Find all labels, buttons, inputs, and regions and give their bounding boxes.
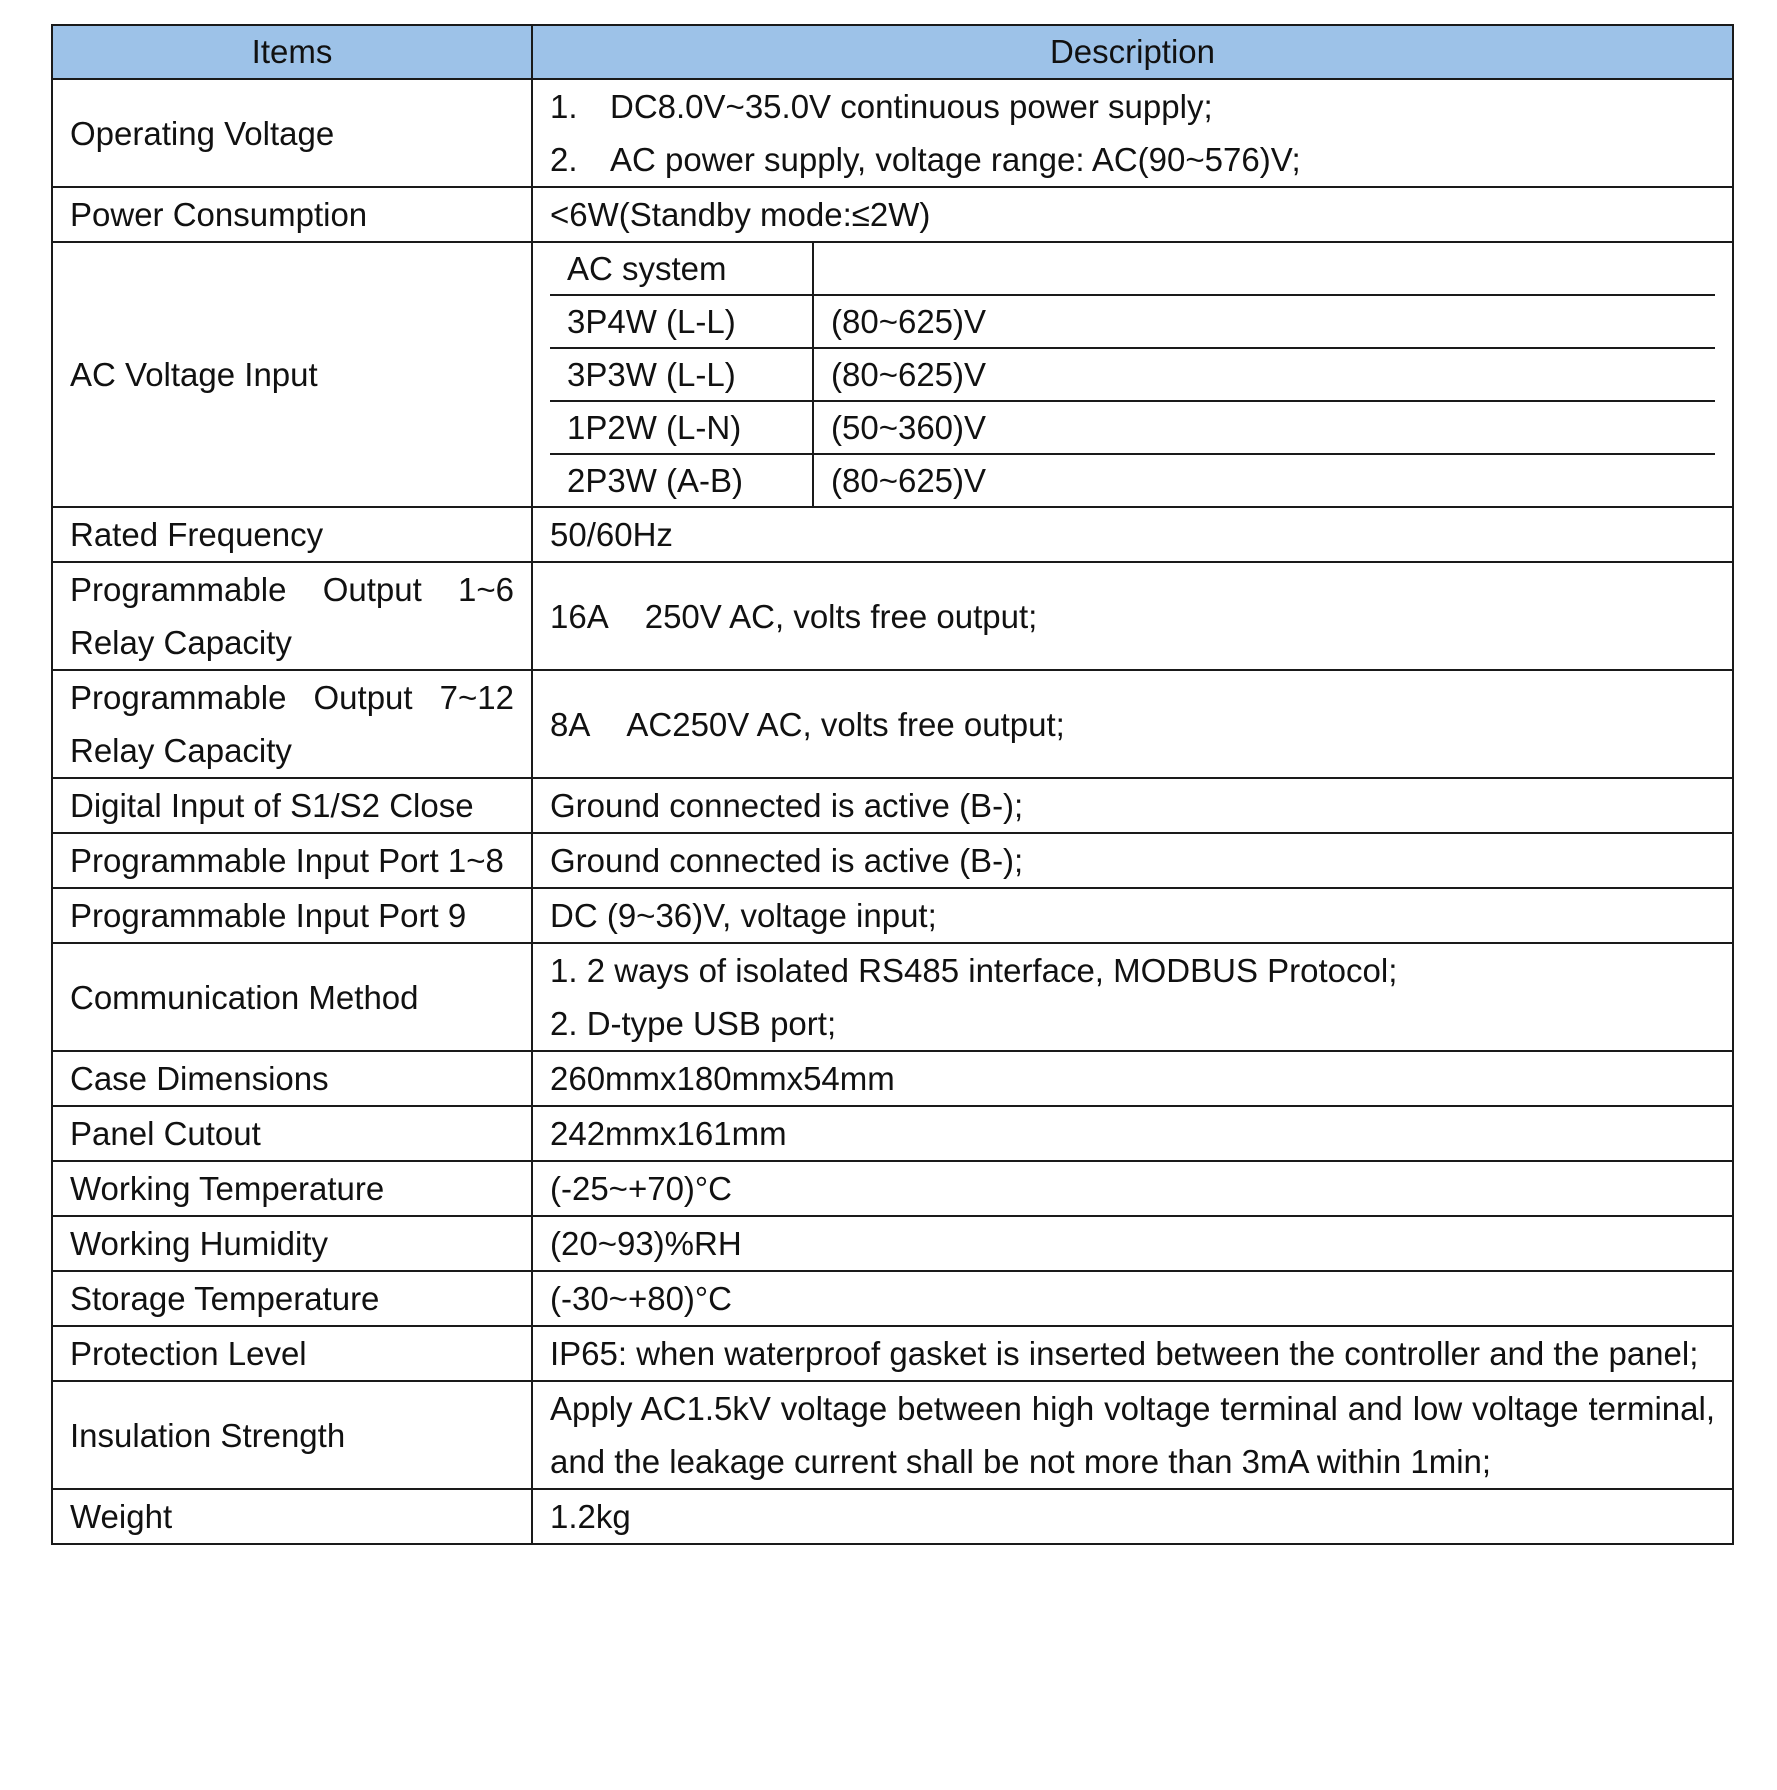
description-cell: Ground connected is active (B-); [532, 833, 1733, 888]
table-row [52, 1381, 1733, 1489]
table-row [52, 1161, 1733, 1216]
table-row [52, 888, 1733, 943]
description-line: 1. 2 ways of isolated RS485 interface, MODBUS Protocol; [550, 952, 1398, 989]
item-cell: Programmable Input Port 9 [52, 888, 532, 943]
item-cell: Case Dimensions [52, 1051, 532, 1106]
description-cell: Apply AC1.5kV voltage between high voltage terminal and low voltage terminal, and the leakage current shall be not more than 3mA within 1min; [532, 1381, 1733, 1489]
item-cell: AC Voltage Input [52, 242, 532, 507]
table-row [52, 1216, 1733, 1271]
description-line [550, 80, 1715, 133]
table-row [52, 833, 1733, 888]
description-line [550, 133, 1715, 186]
table-row [52, 1326, 1733, 1381]
ac-system-type: 1P2W (L-N) [550, 401, 813, 454]
ac-system-type: 3P3W (L-L) [550, 348, 813, 401]
item-cell: Programmable Output 7~12 Relay Capacity [52, 670, 532, 778]
line-text: AC power supply, voltage range: AC(90~576)V; [610, 141, 1301, 178]
item-cell: Protection Level [52, 1326, 532, 1381]
line-number: 1. [550, 88, 578, 125]
relay-current: 16A [550, 597, 609, 635]
ac-system-header-value [813, 243, 1715, 295]
line-number: 2. [550, 141, 578, 178]
ac-system-range: (80~625)V [813, 454, 1715, 506]
relay-description: AC250V AC, volts free output; [626, 705, 1065, 743]
subtable-row [550, 243, 1715, 295]
line-text: DC8.0V~35.0V continuous power supply; [610, 88, 1213, 125]
ac-system-range: (50~360)V [813, 401, 1715, 454]
description-cell: <6W(Standby mode:≤2W) [532, 187, 1733, 242]
subtable-row [550, 401, 1715, 454]
item-cell: Rated Frequency [52, 507, 532, 562]
column-header-items: Items [52, 25, 532, 79]
subtable-row [550, 295, 1715, 348]
description-cell: (-25~+70)°C [532, 1161, 1733, 1216]
description-cell [532, 562, 1733, 670]
ac-system-subtable-cell [532, 242, 1733, 507]
ac-system-range: (80~625)V [813, 348, 1715, 401]
ac-system-range: (80~625)V [813, 295, 1715, 348]
column-header-description: Description [532, 25, 1733, 79]
description-cell [532, 943, 1733, 1051]
ac-system-header: AC system [550, 243, 813, 295]
item-cell: Communication Method [52, 943, 532, 1051]
table-row [52, 1489, 1733, 1544]
description-line: 2. D-type USB port; [550, 1005, 837, 1042]
item-cell: Digital Input of S1/S2 Close [52, 778, 532, 833]
item-cell: Power Consumption [52, 187, 532, 242]
item-cell: Storage Temperature [52, 1271, 532, 1326]
spec-sheet [51, 24, 1734, 1545]
description-cell: Ground connected is active (B-); [532, 778, 1733, 833]
description-cell [532, 670, 1733, 778]
specification-table [51, 24, 1734, 1545]
description-cell: 242mmx161mm [532, 1106, 1733, 1161]
table-row [52, 562, 1733, 670]
item-cell: Insulation Strength [52, 1381, 532, 1489]
description-cell: 260mmx180mmx54mm [532, 1051, 1733, 1106]
description-cell: (20~93)%RH [532, 1216, 1733, 1271]
description-cell: IP65: when waterproof gasket is inserted between the controller and the panel; [532, 1326, 1733, 1381]
item-cell: Panel Cutout [52, 1106, 532, 1161]
description-cell: 1.2kg [532, 1489, 1733, 1544]
description-cell: (-30~+80)°C [532, 1271, 1733, 1326]
item-cell: Working Temperature [52, 1161, 532, 1216]
description-cell: 50/60Hz [532, 507, 1733, 562]
table-row [52, 943, 1733, 1051]
ac-system-subtable [550, 243, 1715, 506]
item-cell: Operating Voltage [52, 79, 532, 187]
table-row [52, 507, 1733, 562]
table-row [52, 1271, 1733, 1326]
item-cell: Programmable Output 1~6 Relay Capacity [52, 562, 532, 670]
item-cell: Working Humidity [52, 1216, 532, 1271]
table-row [52, 242, 1733, 507]
item-cell: Programmable Input Port 1~8 [52, 833, 532, 888]
description-cell [532, 79, 1733, 187]
table-row [52, 79, 1733, 187]
ac-system-type: 2P3W (A-B) [550, 454, 813, 506]
table-row [52, 1106, 1733, 1161]
table-header-row [52, 25, 1733, 79]
table-row [52, 187, 1733, 242]
relay-current: 8A [550, 705, 591, 743]
subtable-row [550, 348, 1715, 401]
table-row [52, 778, 1733, 833]
table-row [52, 1051, 1733, 1106]
ac-system-type: 3P4W (L-L) [550, 295, 813, 348]
item-cell: Weight [52, 1489, 532, 1544]
relay-description: 250V AC, volts free output; [644, 597, 1038, 635]
subtable-row [550, 454, 1715, 506]
table-row [52, 670, 1733, 778]
description-cell: DC (9~36)V, voltage input; [532, 888, 1733, 943]
